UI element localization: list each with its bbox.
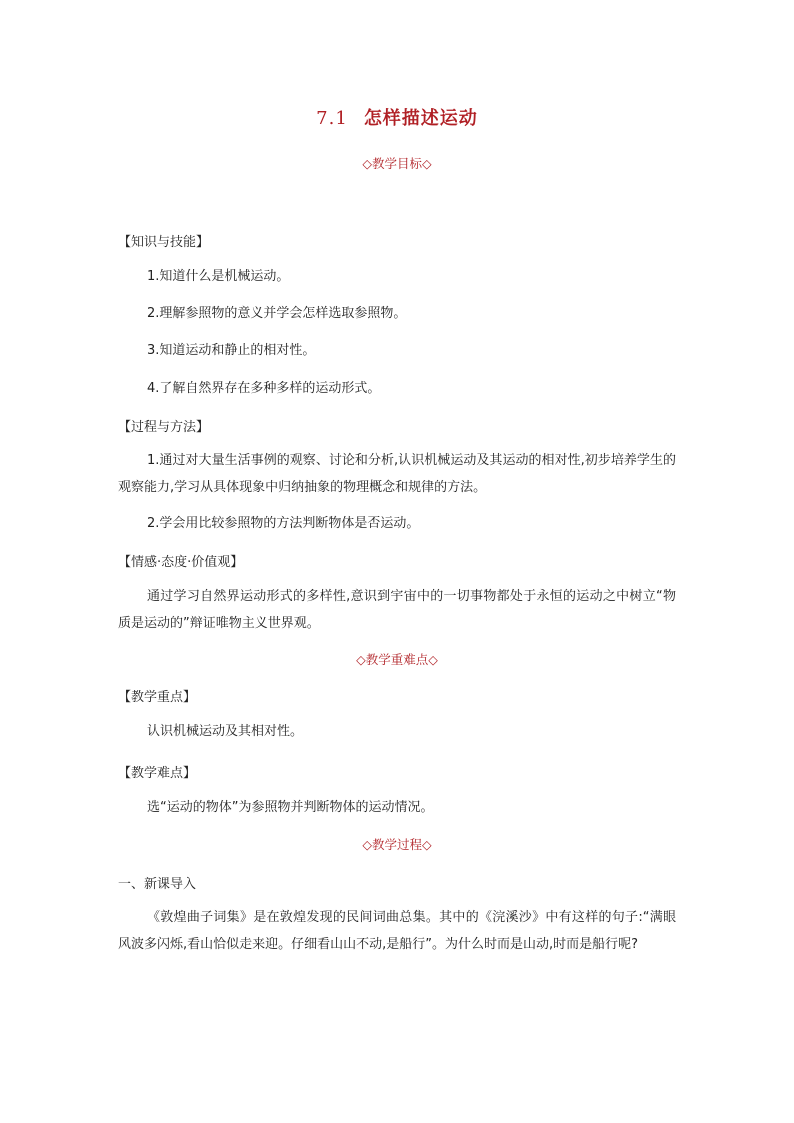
knowledge-item-4: 4.了解自然界存在多种多样的运动形式。 (147, 381, 381, 396)
knowledge-item-1: 1.知道什么是机械运动。 (147, 269, 290, 284)
title-number: 7.1 (316, 108, 348, 129)
section-heading-goals: ◇教学目标◇ (362, 156, 432, 171)
difficulty-heading: 【教学难点】 (118, 766, 197, 781)
knowledge-heading: 【知识与技能】 (118, 235, 210, 250)
emotion-text: 通过学习自然界运动形式的多样性,意识到宇宙中的一切事物都处于永恒的运动之中树立“物质是运动的”辩证唯物主义世界观。 (118, 589, 676, 631)
focus-text: 认识机械运动及其相对性。 (147, 724, 304, 739)
difficulty-text: 选“运动的物体”为参照物并判断物体的运动情况。 (147, 800, 434, 815)
focus-heading: 【教学重点】 (118, 690, 197, 705)
method-item-1: 1.通过对大量生活事例的观察、讨论和分析,认识机械运动及其运动的相对性,初步培养学生的观察能力,学习从具体现象中归纳抽象的物理概念和规律的方法。 (118, 453, 676, 495)
title-text: 怎样描述运动 (363, 108, 478, 129)
page-title (0, 104, 794, 130)
method-item-2: 2.学会用比较参照物的方法判断物体是否运动。 (147, 516, 420, 531)
intro-text: 《敦煌曲子词集》是在敦煌发现的民间词曲总集。其中的《浣溪沙》中有这样的句子:“满眼风波多闪烁,看山恰似走来迎。仔细看山山不动,是船行”。为什么时而是山动,时而是船行呢? (118, 910, 676, 952)
section-heading-process: ◇教学过程◇ (362, 837, 432, 852)
emotion-heading: 【情感·态度·价值观】 (118, 555, 244, 570)
knowledge-item-2: 2.理解参照物的意义并学会怎样选取参照物。 (147, 306, 407, 321)
knowledge-item-3: 3.知道运动和静止的相对性。 (147, 343, 316, 358)
intro-heading: 一、新课导入 (118, 877, 197, 892)
method-heading: 【过程与方法】 (118, 420, 210, 435)
section-heading-key-points: ◇教学重难点◇ (356, 652, 438, 667)
